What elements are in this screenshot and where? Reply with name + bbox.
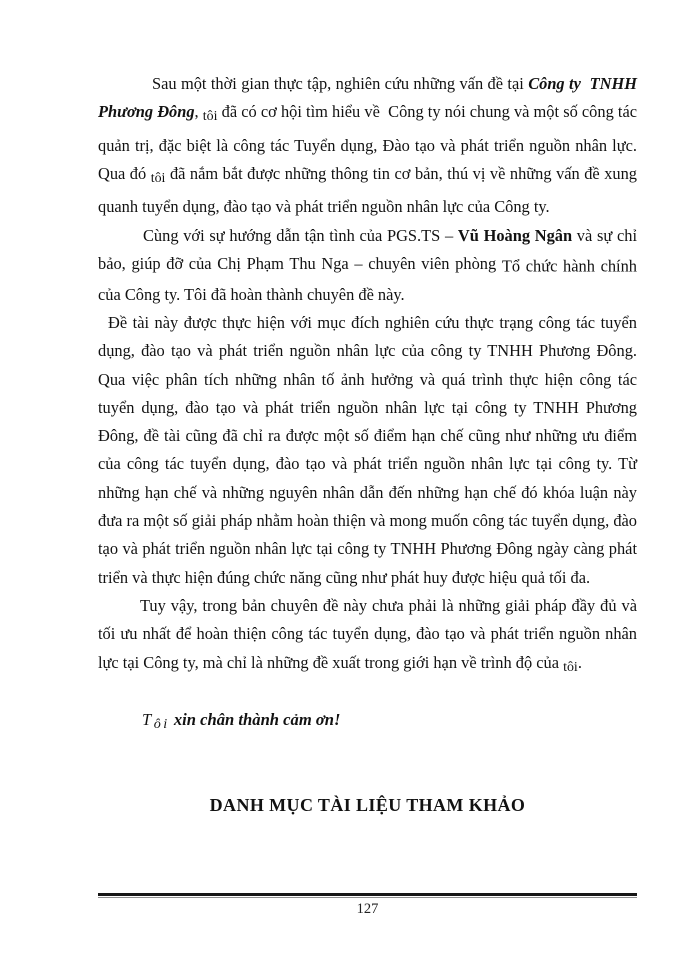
text-run: Vũ Hoàng Ngân	[457, 225, 573, 245]
text-run: đã nắm bắt được những thông tin cơ bản, thú vị về những vấn đề xung quanh tuyển dụng, đào tạo và phát triển nguồn nhân lực của Công ty.	[98, 163, 637, 217]
text-run: Cùng với sự hướng dẫn tận tình của PGS.TS –	[143, 225, 458, 245]
references-heading: DANH MỤC TÀI LIỆU THAM KHẢO	[209, 795, 526, 815]
paragraph-thesis-purpose	[98, 309, 637, 592]
paragraph-acknowledgement	[98, 222, 637, 309]
text-run: xin chân thành cảm ơn!	[173, 709, 341, 729]
paragraph-limitations	[98, 592, 637, 682]
page-number: 127	[356, 901, 379, 917]
text-run: Đề tài này được thực hiện với mục đích nghiên cứu thực trạng công tác tuyển dụng, đào tạo và phát triển nguồn nhân lực của công ty TNHH Phương Đông. Qua việc phân tích những nhân tố ảnh hưởng và quá trình thực hiện công tác tuyển dụng, đào tạo và phát triển nguồn nhân lực tại công ty TNHH Phương Đông, đề tài cũng đã chỉ ra được một số điểm hạn chế cũng như những ưu điểm của công tác tuyển dụng, đào tạo và phát triển nguồn nhân lực tại công ty. Từ những hạn chế và những nguyên nhân dẫn đến những hạn chế đó khóa luận này đưa ra một số giải pháp nhằm hoàn thiện và mong muốn công tác tuyển dụng, đào tạo và phát triển nguồn nhân lực tại công ty TNHH Phương Đông ngày càng phát triển và thực hiện đúng chức năng cũng như phát huy được hiệu quả tối đa.	[98, 312, 637, 587]
text-run: ôi	[153, 715, 170, 732]
closing-thanks-line	[98, 706, 637, 738]
text-run: Tổ chức hành chính	[501, 256, 637, 276]
text-run: của Công ty. Tôi đã hoàn thành chuyên đề này.	[98, 284, 405, 304]
text-run: tôi	[202, 109, 218, 125]
footer-divider-thin-line	[98, 897, 637, 898]
text-run: tôi	[150, 171, 166, 187]
footer-divider-thick-line	[98, 893, 637, 896]
paragraph-internship-summary	[98, 70, 637, 222]
text-run: Sau một thời gian thực tập, nghiên cứu những vấn đề tại	[152, 74, 529, 93]
text-run: Công ty TNHH Phương Đông	[98, 74, 637, 122]
document-body	[98, 70, 637, 738]
text-run: tôi	[563, 659, 578, 675]
text-run: ,	[194, 102, 203, 122]
text-run: .	[577, 652, 582, 672]
footer-divider	[98, 893, 637, 898]
text-run: và sự chỉ bảo, giúp đỡ của Chị Phạm Thu Nga – chuyên viên phòng	[98, 225, 637, 273]
text-run: T	[142, 709, 154, 729]
text-run: đã có cơ hội tìm hiểu về Công ty nói chung và một số công tác quản trị, đặc biệt là công tác Tuyển dụng, Đào tạo và phát triển nguồn nhân lực. Qua đó	[98, 102, 638, 183]
text-run: Tuy vậy, trong bản chuyên đề này chưa phải là những giải pháp đầy đủ và tối ưu nhất để hoàn thiện công tác tuyển dụng, đào tạo và phát triển nguồn nhân lực tại Công ty, mà chỉ là những đề xuất trong giới hạn về trình độ của	[98, 595, 637, 672]
